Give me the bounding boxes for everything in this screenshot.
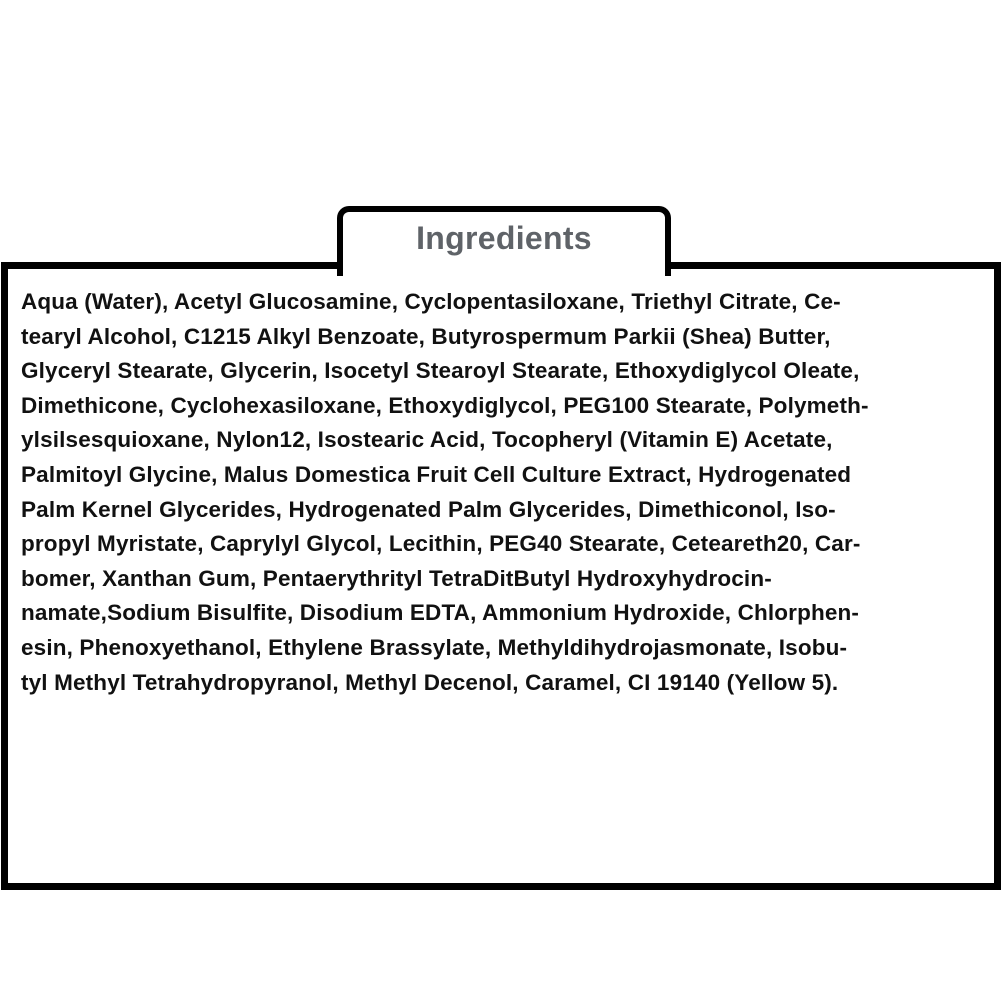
- ingredients-line: Palmitoyl Glycine, Malus Domestica Fruit Cell Culture Extract, Hydrogenated: [21, 461, 852, 487]
- tab-connector: [343, 262, 665, 269]
- ingredients-line: tyl Methyl Tetrahydropyranol, Methyl Decenol, Caramel, CI 19140 (Yellow 5).: [21, 669, 839, 695]
- ingredients-line: ylsilsesquioxane, Nylon12, Isostearic Acid, Tocopheryl (Vitamin E) Acetate,: [21, 427, 833, 453]
- ingredients-list: [21, 285, 981, 700]
- ingredients-line: namate,Sodium Bisulfite, Disodium EDTA, Ammonium Hydroxide, Chlorphen-: [21, 600, 860, 626]
- ingredients-line: Palm Kernel Glycerides, Hydrogenated Palm Glycerides, Dimethiconol, Iso-: [21, 496, 836, 522]
- ingredients-line: esin, Phenoxyethanol, Ethylene Brassylate, Methyldihydrojasmonate, Isobu-: [21, 634, 848, 660]
- ingredients-line: tearyl Alcohol, C1215 Alkyl Benzoate, Butyrospermum Parkii (Shea) Butter,: [21, 323, 831, 349]
- ingredients-line: bomer, Xanthan Gum, Pentaerythrityl TetraDitButyl Hydroxyhydrocin-: [21, 565, 772, 591]
- ingredients-line: Dimethicone, Cyclohexasiloxane, Ethoxydiglycol, PEG100 Stearate, Polymeth-: [21, 392, 869, 418]
- ingredients-line: propyl Myristate, Caprylyl Glycol, Lecithin, PEG40 Stearate, Ceteareth20, Car-: [21, 531, 861, 557]
- ingredients-line: Glyceryl Stearate, Glycerin, Isocetyl Stearoyl Stearate, Ethoxydiglycol Oleate,: [21, 358, 860, 384]
- page-title: Ingredients: [416, 220, 592, 256]
- ingredients-line: Aqua (Water), Acetyl Glucosamine, Cyclopentasiloxane, Triethyl Citrate, Ce-: [21, 289, 841, 314]
- ingredients-panel: [1, 262, 1001, 890]
